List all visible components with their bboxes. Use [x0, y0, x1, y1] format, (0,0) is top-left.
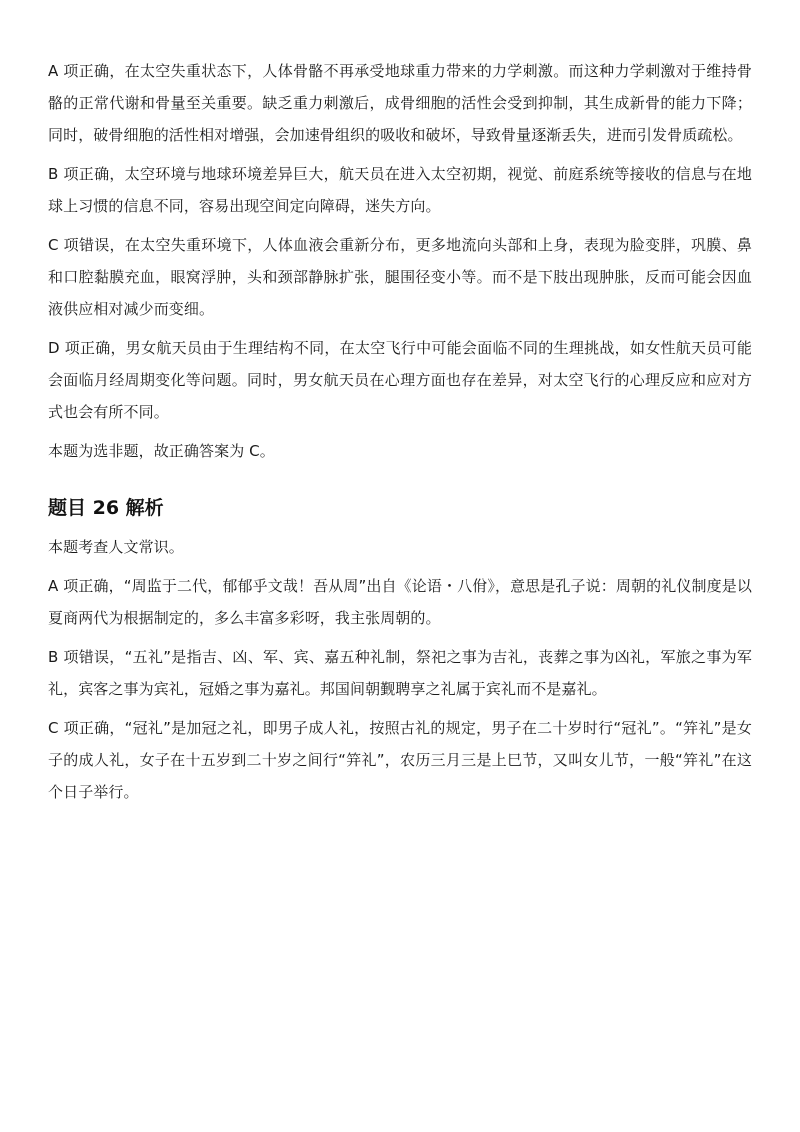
paragraph-topic: 本题考查人文常识。 [48, 538, 184, 556]
paragraph-answer: 本题为选非题，故正确答案为 C。 [48, 442, 275, 460]
paragraph-option-b-five-rites: B 项错误，“五礼”是指吉、凶、军、宾、嘉五种礼制，祭祀之事为吉礼，丧葬之事为凶礼，军旅之事为军礼，宾客之事为宾礼，冠婚之事为嘉礼。邦国间朝觐聘享之礼属于宾礼而不是嘉礼。 [48, 648, 752, 698]
document-page [48, 55, 752, 815]
paragraph-option-a-bones: A 项正确，在太空失重状态下，人体骨骼不再承受地球重力带来的力学刺激。而这种力学刺激对于维持骨骼的正常代谢和骨量至关重要。缺乏重力刺激后，成骨细胞的活性会受到抑制，其生成新骨的能力下降；同时，破骨细胞的活性相对增强，会加速骨组织的吸收和破坏，导致骨量逐渐丢失，进而引发骨质疏松。 [48, 62, 752, 144]
paragraph-option-b-orientation: B 项正确，太空环境与地球环境差异巨大，航天员在进入太空初期，视觉、前庭系统等接收的信息与在地球上习惯的信息不同，容易出现空间定向障碍，迷失方向。 [48, 165, 752, 215]
question-26-heading: 题目 26 解析 [48, 497, 164, 519]
paragraph-option-d-gender: D 项正确，男女航天员由于生理结构不同，在太空飞行中可能会面临不同的生理挑战，如女性航天员可能会面临月经周期变化等问题。同时，男女航天员在心理方面也存在差异，对太空飞行的心理反应和应对方式也会有所不同。 [48, 339, 752, 421]
paragraph-option-c-coming-of-age: C 项正确，“冠礼”是加冠之礼，即男子成人礼，按照古礼的规定，男子在二十岁时行“冠礼”。“笄礼”是女子的成人礼，女子在十五岁到二十岁之间行“笄礼”，农历三月三是上巳节，又叫女儿节，一般“笄礼”在这个日子举行。 [48, 719, 752, 801]
paragraph-option-c-blood: C 项错误，在太空失重环境下，人体血液会重新分布，更多地流向头部和上身，表现为脸变胖，巩膜、鼻和口腔黏膜充血，眼窝浮肿，头和颈部静脉扩张，腿围径变小等。而不是下肢出现肿胀，反而可能会因血液供应相对减少而变细。 [48, 236, 752, 318]
paragraph-option-a-zhou: A 项正确，“周监于二代，郁郁乎文哉！吾从周”出自《论语・八佾》，意思是孔子说：周朝的礼仪制度是以夏商两代为根据制定的，多么丰富多彩呀，我主张周朝的。 [48, 577, 752, 627]
